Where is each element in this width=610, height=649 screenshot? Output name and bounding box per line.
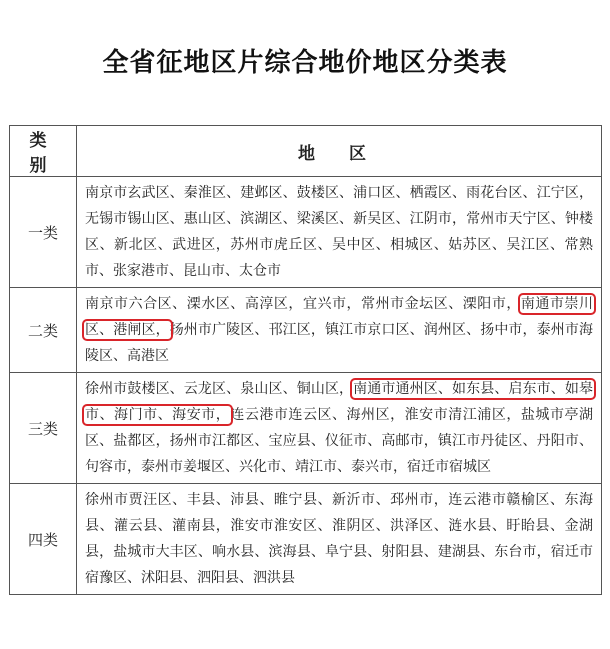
- table-row: [10, 288, 602, 373]
- classification-table: [9, 125, 602, 595]
- region-list-cell: [77, 177, 602, 288]
- table-header-row: [10, 126, 602, 177]
- highlighted-regions: 南通市通州区、如东县、启东市、如皋市、海门市、海安市，: [85, 381, 593, 423]
- region-text: 徐州市鼓楼区、云龙区、泉山区、铜山区，: [85, 381, 354, 397]
- region-text: 徐州市贾汪区、丰县、沛县、睢宁县、新沂市、邳州市，连云港市赣榆区、东海县、灌云县、灌南县，淮安市淮安区、淮阴区、洪泽区、涟水县、盱眙县、金湖县，盐城市大丰区、响水县、滨海县、阜宁县、射阳县、建湖县、东台市，宿迁市宿豫区、沭阳县、泗阳县、泗洪县: [85, 492, 593, 586]
- region-text: 扬州市广陵区、邗江区，镇江市京口区、润州区、扬中市，泰州市海陵区、高港区: [85, 322, 594, 364]
- region-list-cell: [77, 288, 602, 373]
- table-row: [10, 177, 602, 288]
- region-text: 南京市玄武区、秦淮区、建邺区、鼓楼区、浦口区、栖霞区、雨花台区、江宁区，无锡市锡山区、惠山区、滨湖区、梁溪区、新吴区、江阴市，常州市天宁区、钟楼区、新北区、武进区，苏州市虎丘区、吴中区、相城区、姑苏区、吴江区、常熟市、张家港市、昆山市、太仓市: [85, 185, 593, 279]
- region-text: 连云港市连云区、海州区，淮安市清江浦区，盐城市亭湖区、盐都区，扬州市江都区、宝应县、仪征市、高邮市，镇江市丹徒区、丹阳市、句容市，泰州市姜堰区、兴化市、靖江市、泰兴市，宿迁市宿城区: [85, 407, 594, 475]
- region-list-cell: [77, 373, 602, 484]
- header-region: 地 区: [77, 126, 602, 177]
- category-cell: 一类: [10, 177, 77, 288]
- header-category: 类 别: [10, 126, 77, 177]
- table-body: [10, 177, 602, 595]
- category-cell: 三类: [10, 373, 77, 484]
- region-list-cell: [77, 484, 602, 595]
- page-title: 全省征地区片综合地价地区分类表: [102, 48, 508, 78]
- highlighted-regions: 南通市崇川区、港闸区，: [85, 296, 594, 338]
- table-row: [10, 484, 602, 595]
- category-cell: 二类: [10, 288, 77, 373]
- category-cell: 四类: [10, 484, 77, 595]
- region-text: 南京市六合区、溧水区、高淳区，宜兴市，常州市金坛区、溧阳市，: [85, 296, 521, 312]
- table-row: [10, 373, 602, 484]
